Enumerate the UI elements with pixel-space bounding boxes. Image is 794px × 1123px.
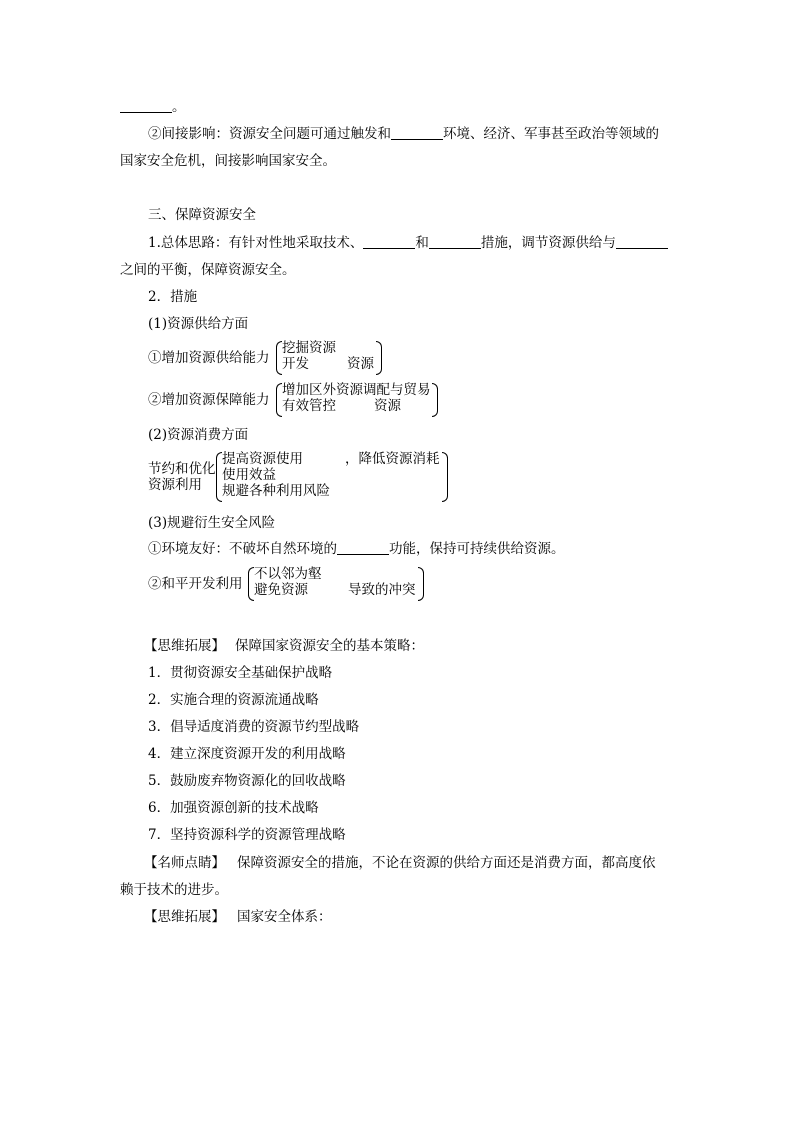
- right-brace: [376, 341, 382, 375]
- fill-blank: [363, 234, 415, 249]
- general-line-1: 1.总体思路：有针对性地采取技术、 和 措施，调节资源供给与: [148, 234, 668, 252]
- supply-title: (1)资源供给方面: [148, 316, 249, 332]
- strategy-item: 2．实施合理的资源流通战略: [148, 692, 319, 708]
- expand-tag: 【思维拓展】: [144, 638, 225, 654]
- risk-item-2-row-1: 不以邻为壑: [254, 566, 322, 582]
- general-line-2: 之间的平衡，保障资源安全。: [120, 262, 296, 278]
- supply-item-2-row-1: 增加区外资源调配与贸易: [282, 382, 431, 398]
- measures-title: 2．措施: [148, 289, 198, 305]
- strategy-item: 7．坚持资源科学的资源管理战略: [148, 827, 346, 843]
- risk-item-1: ①环境友好：不破坏自然环境的 功能，保持可持续供给资源。: [148, 541, 565, 557]
- fill-blank: [429, 234, 481, 249]
- indirect-line-2: 国家安全危机，间接影响国家安全。: [120, 153, 336, 169]
- section-title: 三、保障资源安全: [148, 207, 256, 223]
- supply-item-1-row-2: 开发 资源: [282, 356, 374, 372]
- strategy-item: 3．倡导适度消费的资源节约型战略: [148, 719, 360, 735]
- risk-item-2-label: ②和平开发利用: [148, 576, 243, 592]
- risk-title: (3)规避衍生安全风险: [148, 515, 276, 531]
- supply-item-1-label: ①增加资源供给能力: [148, 350, 270, 366]
- right-brace: [418, 567, 424, 601]
- supply-item-2-row-2: 有效管控 资源: [282, 398, 401, 414]
- strategy-item: 5．鼓励废弃物资源化的回收战略: [148, 773, 346, 789]
- consume-title: (2)资源消费方面: [148, 427, 249, 443]
- fill-blank: [616, 234, 668, 249]
- teacher-line-2: 赖于技术的进步。: [120, 882, 228, 898]
- consume-row-1: 提高资源使用 ，降低资源消耗: [222, 451, 440, 467]
- strategy-item: 6．加强资源创新的技术战略: [148, 800, 319, 816]
- teacher-line-1: 【名师点睛】 保障资源安全的措施，不论在资源的供给方面还是消费方面，都高度依: [144, 855, 656, 871]
- fill-blank: [337, 540, 389, 555]
- consume-row-2: 使用效益: [222, 467, 276, 483]
- consume-label-1: 节约和优化: [148, 461, 216, 477]
- strategy-item: 4．建立深度资源开发的利用战略: [148, 746, 346, 762]
- teacher-tag: 【名师点睛】: [144, 855, 225, 871]
- supply-item-2-label: ②增加资源保障能力: [148, 392, 270, 408]
- fill-blank: [391, 125, 443, 140]
- expand-tag: 【思维拓展】: [144, 909, 225, 925]
- top-blank-line: [120, 98, 186, 116]
- consume-label-2: 资源利用: [148, 477, 202, 493]
- fill-blank: [120, 98, 172, 113]
- expand-2-heading: 【思维拓展】 国家安全体系：: [144, 909, 332, 925]
- consume-row-3: 规避各种利用风险: [222, 483, 330, 499]
- right-brace: [442, 452, 448, 502]
- indirect-line-1: ②间接影响：资源安全问题可通过触发和 环境、经济、军事甚至政治等领域的: [148, 126, 659, 142]
- right-brace: [432, 383, 438, 417]
- supply-item-1-row-1: 挖掘资源: [282, 340, 336, 356]
- risk-item-2-row-2: 避免资源 导致的冲突: [254, 582, 416, 598]
- expand-1-heading: 【思维拓展】 保障国家资源安全的基本策略：: [144, 638, 424, 654]
- period: 。: [172, 99, 186, 115]
- strategy-item: 1．贯彻资源安全基础保护战略: [148, 665, 333, 681]
